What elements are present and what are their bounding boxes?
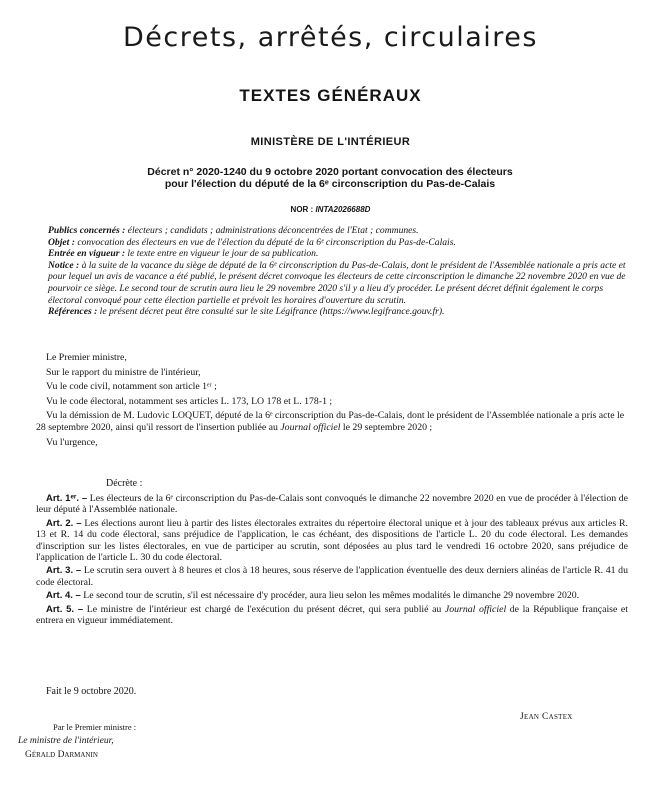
article-text: Le scrutin sera ouvert à 8 heures et clos à 18 heures, sous réserve de l'application éventuelle des deux derniers alinéas de l'article R. 41 du code électoral. [36,565,628,588]
article-text: Le ministre de l'intérieur est chargé de l'exécution du présent décret, qui sera publié au [83,603,445,615]
summary-references [48,306,630,318]
minister-role: Le ministre de l'intérieur, [18,736,114,746]
objet-label: Objet : [48,236,75,248]
nor-reference [0,205,661,214]
preamble-line: Sur le rapport du ministre de l'intérieur, [46,366,201,378]
preamble-line: Vu le code civil, notamment son article 1ᵉʳ ; [46,381,217,393]
ministry-name: MINISTÈRE DE L'INTÉRIEUR [250,136,411,148]
article-text: Les élections auront lieu à partir des listes électorales extraites du répertoire électoral unique et à jour des tableaux prévus aux articles R. 13 et R. 14 du code électoral, sans préjudice de l'application, le cas échéant, des dispositions de l'article L. 20 du code électoral. Les demandes d'inscription sur les listes électorales, en vue de participer au scrutin, sont déposées au plus tard le vendredi 16 octobre 2020, sans préjudice de l'application de l'article L. 30 du code électoral. [36,517,628,564]
preamble-line [36,410,628,433]
article-label: Art. 1ᵉʳ. – [46,493,88,504]
article-label: Art. 4. – [46,590,81,602]
article-text: Les électeurs de la 6ᵉ circonscription du Pas-de-Calais sont convoqués le dimanche 22 novembre 2020 en vue de procéder à l'élection de leur député à l'Assemblée nationale. [36,493,629,516]
gazette-heading: Décrets, arrêtés, circulaires [123,22,538,53]
article-5 [36,604,628,627]
references-label: Références : [48,306,98,318]
decree-title [95,166,565,190]
publics-text: électeurs ; candidats ; administrations déconcentrées de l'Etat ; communes. [125,225,419,236]
summary-objet [48,237,630,249]
decree-summary [48,225,630,318]
decree-preamble [36,352,628,451]
preamble-text: le 29 septembre 2020 ; [340,421,433,433]
preamble-line: Le Premier ministre, [46,352,127,363]
article-label: Art. 2. – [46,517,82,529]
minister-name: Gérald Darmanin [25,750,98,760]
notice-text: à la suite de la vacance du siège de député de la 6ᵉ circonscription du Pas-de-Calais, dont le président de l'Assemblée nationale a pris acte et pour lequel un avis de vacance a été publié, le présent décret convoque les électeurs de cette circonscription le dimanche 22 novembre 2020 en vue de pourvoir ce siège. Le second tour de scrutin aura lieu le 29 novembre 2020 s'il y a lieu d'y procéder. Le présent décret définit également le corps électoral convoqué pour cette élection partielle et prévoit les horaires d'ouverture du scrutin. [48,259,626,306]
decree-articles [36,493,628,628]
article-1 [36,493,628,516]
decree-title-line-2: pour l'élection du député de la 6ᵉ circonscription du Pas-de-Calais [164,178,496,190]
section-title: TEXTES GÉNÉRAUX [239,86,422,105]
preamble-line: Vu le code électoral, notamment ses articles L. 173, LO 178 et L. 178-1 ; [46,395,333,407]
article-4 [36,590,628,601]
article-text: de la République française et entrera en vigueur immédiatement. [36,603,628,627]
entree-label: Entrée en vigueur : [48,248,126,260]
countersignature [18,720,258,762]
pour-line: Par le Premier ministre : [53,722,137,732]
entree-text: le texte entre en vigueur le jour de sa publication. [125,248,319,260]
prime-minister-signature: Jean Castex [520,712,573,722]
article-label: Art. 3. – [46,565,82,577]
references-text: le présent décret peut être consulté sur le site Légifrance (https://www.legifrance.gouv.fr). [97,306,445,318]
nor-value: INTA2026688D [315,205,371,214]
article-label: Art. 5. – [46,603,84,615]
decrete-heading: Décrète : [106,478,143,489]
article-3 [36,565,628,588]
summary-entree [48,248,630,260]
article-text: Le second tour de scrutin, s'il est nécessaire d'y procéder, aura lieu selon les mêmes modalités le dimanche 29 novembre 2020. [80,590,580,602]
summary-notice [48,260,630,306]
summary-publics [48,225,630,237]
journal-officiel: Journal officiel [280,421,341,433]
date-signed: Fait le 9 octobre 2020. [46,686,137,697]
objet-text: convocation des électeurs en vue de l'élection du député de la 6ᵉ circonscription du Pas-de-Calais. [74,236,456,248]
journal-officiel: Journal officiel [444,603,507,615]
nor-label: NOR : [290,205,316,214]
preamble-text: Vu la démission de M. Ludovic LOQUET, député de la 6ᵉ circonscription du Pas-de-Calais, dont le président de l'Assemblée nationale a pris acte le 28 septembre 2020, ainsi qu'il ressort de l'insertion publiée au [36,410,625,433]
publics-label: Publics concernés : [48,225,126,236]
decree-title-line-1: Décret n° 2020-1240 du 9 octobre 2020 portant convocation des électeurs [147,166,513,178]
notice-label: Notice : [48,259,80,271]
preamble-line: Vu l'urgence, [46,436,98,448]
article-2 [36,518,628,564]
